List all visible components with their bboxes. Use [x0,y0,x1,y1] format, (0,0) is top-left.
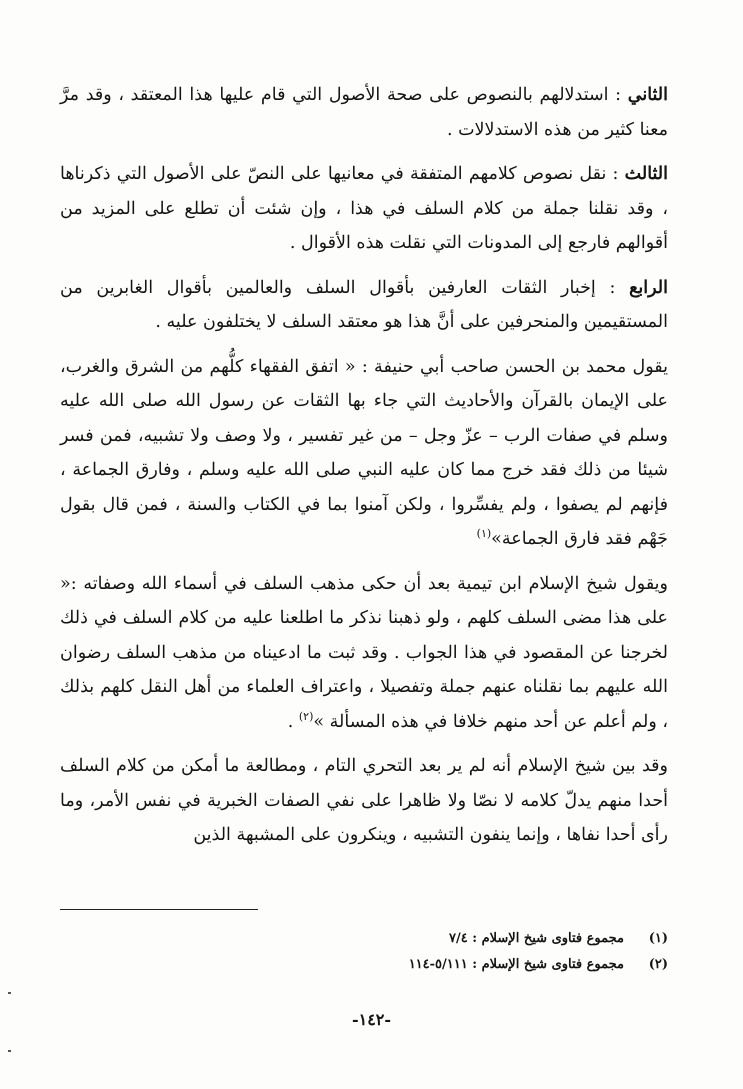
footnote-number: (٢) [648,957,668,972]
footnote-item [60,926,668,952]
quote-tail: . [287,711,299,732]
section-text: : إخبار الثقات العارفين بأقوال السلف والعالمين بأقوال الغابرين من المستقيمين والمنحرفين على أنَّ هذا هو معتقد السلف لا يختلفون عليه . [60,277,668,332]
scan-speck [8,1050,11,1052]
quote-text: ويقول شيخ الإسلام ابن تيمية بعد أن حكى مذهب السلف في أسماء الله وصفاته :« على هذا مضى السلف كلهم ، ولو ذهبنا نذكر ما اطلعنا عليه من كلام السلف في ذلك لخرجنا عن المقصود في هذا الجواب . وقد ثبت ما ادعيناه من مذهب السلف رضوان الله عليهم بما نقلناه عنهم جملة وتفصيلا ، واعتراف العلماء من أهل النقل كلهم بذلك ، ولم أعلم عن أحد منهم خلافا في هذه المسألة » [60,573,668,732]
section-text: : نقل نصوص كلامهم المتفقة في معانيها على النصّ على الأصول التي ذكرناها ، وقد نقلنا جملة من كلام السلف في هذا ، وإن شئت أن تطلع على المزيد من أقوالهم فارجع إلى المدونات التي نقلت هذه الأقوال . [60,164,668,253]
footnote-text: مجموع فتاوى شيخ الإسلام : ٥/١١١-١١٤ [408,957,624,972]
section-lead: الرابع [629,277,668,298]
paragraph-last: وقد بين شيخ الإسلام أنه لم ير بعد التحري التام ، ومطالعة ما أمكن من كلام السلف أحدا منهم يدلّ كلامه لا نصّا ولا ظاهرا على نفي الصفات الخبرية في نفس الأمر، وما رأى أحدا نفاها ، وإنما ينفون التشبيه ، وينكرون على المشبهة الذين [60,756,668,845]
scan-speck [8,992,11,994]
section-third [60,157,668,261]
quote-muhammad-ibn-al-hasan [60,350,668,557]
page-number: -١٤٢- [351,1010,392,1029]
quote-text: يقول محمد بن الحسن صاحب أبي حنيفة : « اتفق الفقهاء كلُّهم من الشرق والغرب، على الإيمان بالقرآن والأحاديث التي جاء بها الثقات عن رسول الله صلى الله عليه وسلم في صفات الرب – عزّ وجل – من غير تفسير ، ولا وصف ولا تشبيه، فمن فسر شيئا من ذلك فقد خرج مما كان عليه النبي صلى الله عليه وسلم ، وفارق الجماعة ، فإنهم لم يصفوا ، ولم يفسِّروا ، ولكن آمنوا بما في الكتاب والسنة ، فمن قال بقول جَهْم فقد فارق الجماعة» [60,356,668,549]
quote-ibn-taymiyya [60,567,668,740]
section-second [60,78,668,147]
section-text: : استدلالهم بالنصوص على صحة الأصول التي قام عليها هذا المعتقد ، وقد مرَّ معنا كثير من هذه الاستدلالات . [60,85,668,140]
section-lead: الثالث [624,164,668,184]
page-body [60,78,668,853]
footnote-ref: (٢) [298,709,314,723]
footnote-divider [60,909,258,910]
footnote-ref: (١) [476,527,492,541]
section-fourth [60,271,668,340]
footnote-item [60,952,668,978]
footnotes [60,926,668,978]
footnote-number: (١) [648,931,668,946]
section-lead: الثاني [627,85,668,105]
footnote-text: مجموع فتاوى شيخ الإسلام : ٧/٤ [449,931,624,946]
